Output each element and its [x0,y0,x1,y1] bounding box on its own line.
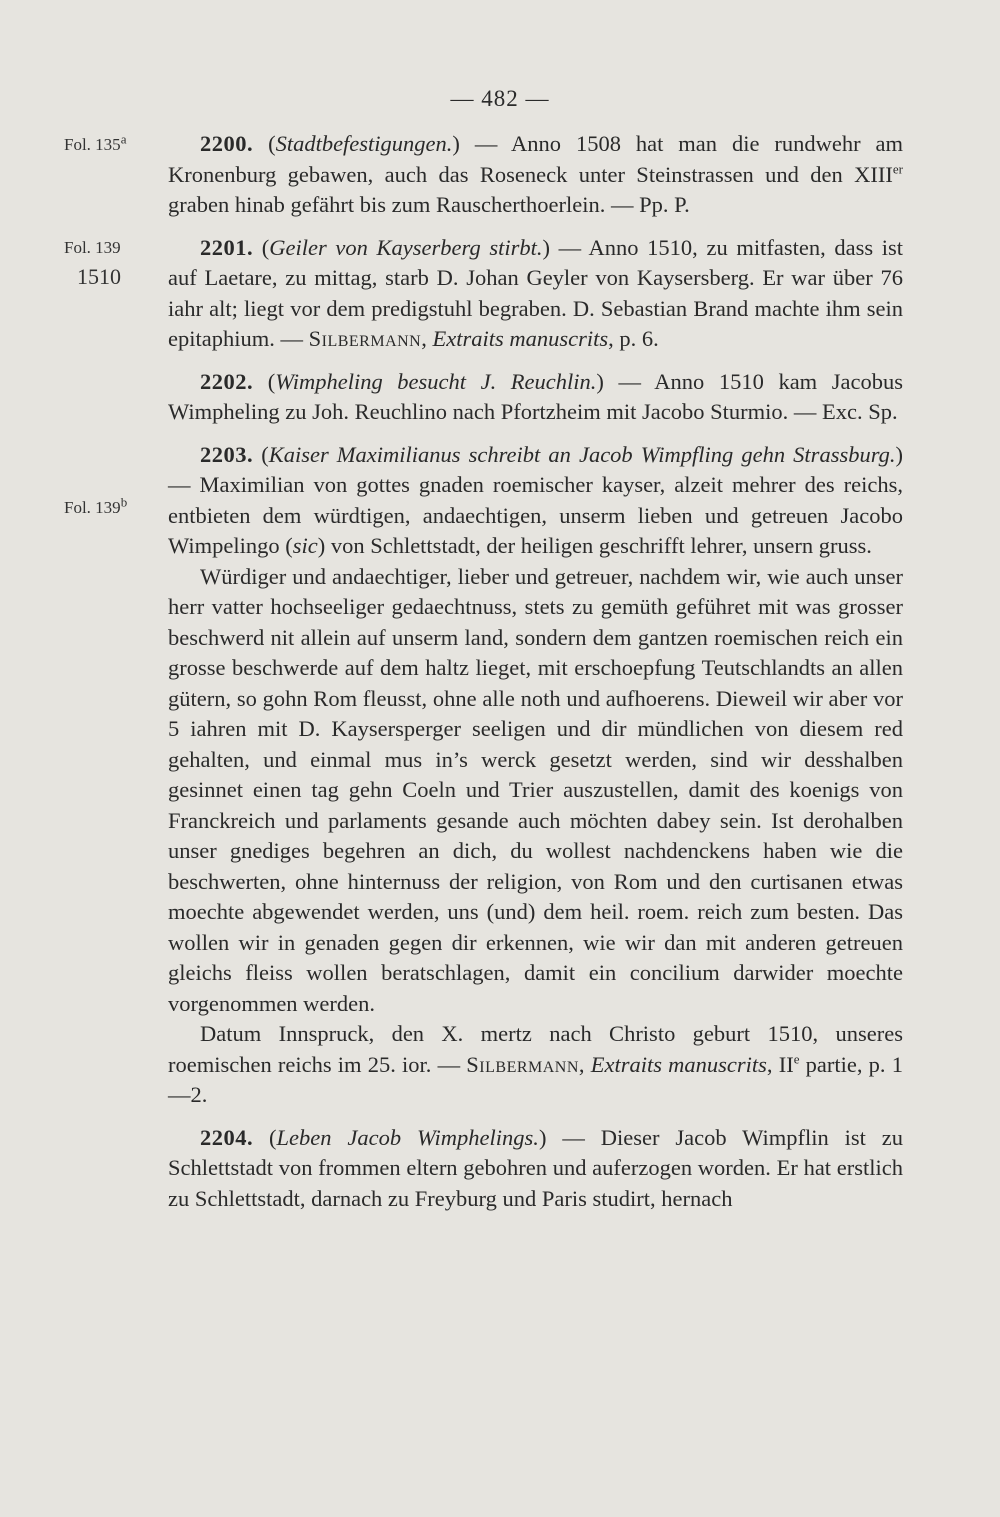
entry-paragraph: 2200. (Stadtbefestigungen.) — Anno 1508 hat man die rundwehr am Kronenburg gebawen, auch das Roseneck unter Steinstrassen und den XIIIer graben hinab gefährt bis zum Rauscherthoerlein. — Pp. P. [168,131,904,217]
entry-paragraph: 2203. (Kaiser Maximilianus schreibt an Jacob Wimpfling gehn Strassburg.) — Maximilian von gottes gnaden roemischer kayser, alzeit mehrer des reichs, entbieten dem würdtigen, andaechtigen, unserm lieben und getreuen Jacobo Wimpelingo (sic) von Schlettstadt, der heiligen geschrifft lehrer, unsern gruss. [168,441,903,558]
entry-2202 [168,367,903,428]
letter-date-paragraph: Datum Innspruck, den X. mertz nach Christo geburt 1510, unseres roemischen reichs im 25. ior. — Silbermann, Extraits manuscrits, IIe partie, p. 1—2. [168,1021,903,1107]
entry-title: Geiler von Kayserberg stirbt. [269,234,543,260]
entry-title: Kaiser Maximilianus schreibt an Jacob Wimpfling gehn Strassburg. [268,441,896,467]
margin-note-fol-139: Fol. 139 [64,238,121,257]
page-number: — 482 — [450,86,550,111]
entry-number: 2202. [200,368,254,394]
entry-paragraph: 2202. (Wimpheling besucht J. Reuchlin.) — Anno 1510 kam Jacobus Wimpheling zu Joh. Reuchlino nach Pfortzheim mit Jacobo Sturmio. — Exc. Sp. [168,368,903,424]
entry-paragraph: 2204. (Leben Jacob Wimphelings.) — Dieser Jacob Wimpflin ist zu Schlettstadt von frommen eltern gebohren und auferzogen worden. Er hat erstlich zu Schlettstadt, darnach zu Freyburg und Paris studirt, hernach [168,1124,903,1211]
entry-number: 2201. [200,234,254,260]
entry-2201 [168,233,903,355]
margin-note-fol-135a: Fol. 135$^a$ [64,131,127,154]
sic-note: sic [292,533,318,558]
entry-2204 [168,1123,903,1215]
entry-2203 [168,440,903,1111]
margin-note-year: 1510 [77,264,121,289]
source-work: Extraits manuscrits [590,1051,767,1077]
source-work: Extraits manuscrits [432,326,609,351]
entry-number: 2204. [200,1124,254,1150]
entry-2200 [168,129,903,221]
entry-title: Stadtbefestigungen. [275,131,453,156]
source-name: Silbermann [466,1051,579,1077]
entry-paragraph: 2201. (Geiler von Kayserberg stirbt.) — Anno 1510, zu mitfasten, dass ist auf Laetare, zu mittag, starb D. Johan Geyler von Kaysersberg. Er war über 76 iahr alt; liegt vor dem predigstuhl begraben. D. Sebastian Brand machte ihm sein epitaphium. — Silbermann, Extraits manuscrits, p. 6. [168,234,903,351]
entry-title: Wimpheling besucht J. Reuchlin. [275,368,597,394]
page-body [168,129,903,1226]
entry-title: Leben Jacob Wimphelings. [276,1124,539,1150]
source-name: Silbermann [308,326,422,351]
entry-number: 2203. [200,441,254,467]
letter-body-paragraph: Würdiger und andaechtiger, lieber und getreuer, nachdem wir, wie auch unser herr vatter hochseeliger gedaechtnuss, stets zu gemüth geführet mit was grosser beschwerd nit allein auf unserm land, sondern dem gantzen roemischen reich ein grosse beschwerde auf dem haltz lieget, mit erschoepfung Teutschlandts an allen gütern, so gohn Rom fleusst, ohne alle noth und aufhoerens. Dieweil wir aber vor 5 iahren mit D. Kaysersperger seeligen und dir mündlichen von diesem red gehalten, und einmal mus in’s werck gesetzt werden, sind wir desshalben gesinnet einen tag gehn Coeln und Trier auszustellen, damit des koenigs von Franckreich und parlaments gesande auch möchten dabey sein. Ist derohalben unser gnediges begehren an dich, du wollest nachdenckens haben wie die beschwerten, ohne hinternuss der religion, von Rom und den curtisanen etwas moechte abgewendet werden, uns (und) dem heil. roem. reich zum besten. Das wollen wir in genaden gegen dir erkennen, wie wir dan mit anderen getreuen gleichs fleiss wollen beratschlagen, damit ein concilium darwider moechte vorgenommen werden. [168,563,903,1016]
margin-note-fol-139b: Fol. 139$^b$ [64,494,128,517]
entry-number: 2200. [200,131,254,156]
